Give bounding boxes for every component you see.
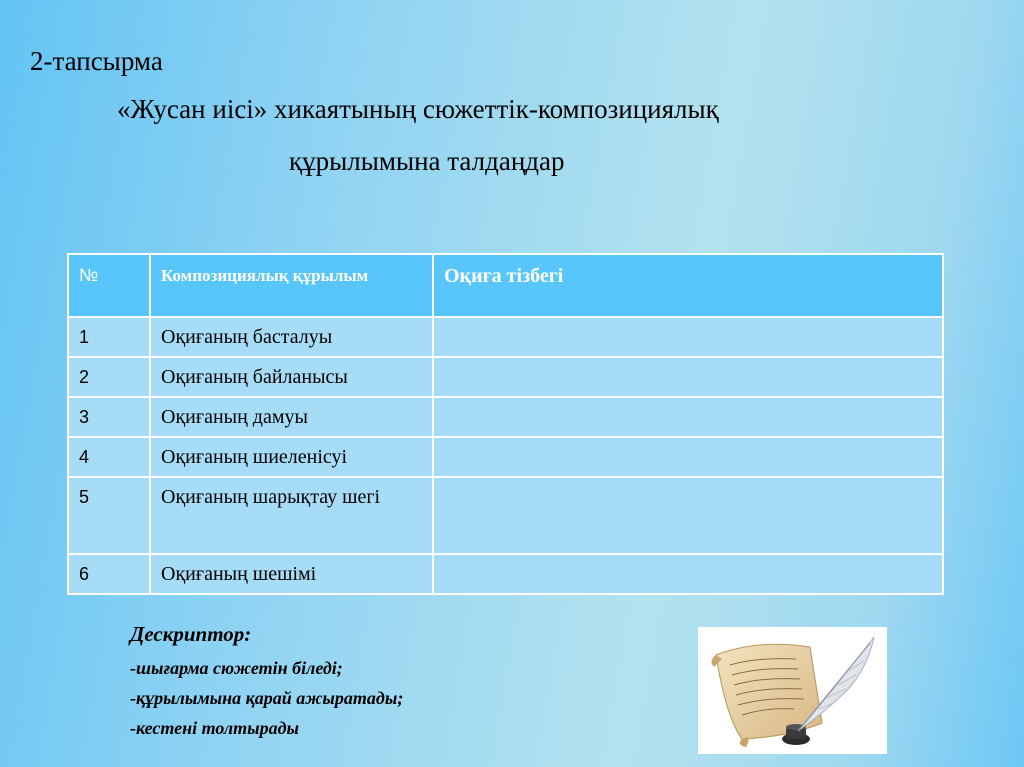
row-number: 2: [68, 357, 150, 397]
table-row: [68, 477, 943, 554]
row-events-cell[interactable]: [433, 357, 943, 397]
table-row: [68, 397, 943, 437]
table-row: [68, 554, 943, 594]
row-structure-label: Оқиғаның басталуы: [150, 317, 433, 357]
row-structure-label: Оқиғаның шешімі: [150, 554, 433, 594]
row-number: 4: [68, 437, 150, 477]
header-number: №: [68, 254, 150, 317]
header-structure: Композициялық құрылым: [150, 254, 433, 317]
header-events: Оқиға тізбегі: [433, 254, 943, 317]
row-events-cell[interactable]: [433, 317, 943, 357]
task-title-line-1: «Жусан иісі» хикаятының сюжеттік-композициялық: [117, 94, 719, 124]
table-header-row: [68, 254, 943, 317]
descriptor-item: -шығарма сюжетін біледі;: [130, 658, 343, 678]
row-structure-label: Оқиғаның шиеленісуі: [150, 437, 433, 477]
row-structure-label: Оқиғаның байланысы: [150, 357, 433, 397]
descriptor-block: [130, 622, 403, 743]
row-events-cell[interactable]: [433, 397, 943, 437]
row-number: 6: [68, 554, 150, 594]
row-structure-label: Оқиғаның дамуы: [150, 397, 433, 437]
composition-table: [67, 253, 944, 595]
row-events-cell[interactable]: [433, 437, 943, 477]
descriptor-title: Дескриптор:: [130, 622, 252, 646]
row-structure-label: Оқиғаның шарықтау шегі: [150, 477, 433, 554]
table-row: [68, 317, 943, 357]
descriptor-item: -құрылымына қарай ажыратады;: [130, 688, 404, 708]
row-events-cell[interactable]: [433, 477, 943, 554]
task-title-line-2: құрылымына талдаңдар: [289, 146, 565, 176]
row-number: 5: [68, 477, 150, 554]
quill-and-scroll-icon: [698, 627, 887, 754]
descriptor-item: -кестені толтырады: [130, 718, 300, 738]
table-row: [68, 357, 943, 397]
task-number: 2-тапсырма: [30, 46, 163, 76]
table-row: [68, 437, 943, 477]
row-number: 3: [68, 397, 150, 437]
row-number: 1: [68, 317, 150, 357]
row-events-cell[interactable]: [433, 554, 943, 594]
